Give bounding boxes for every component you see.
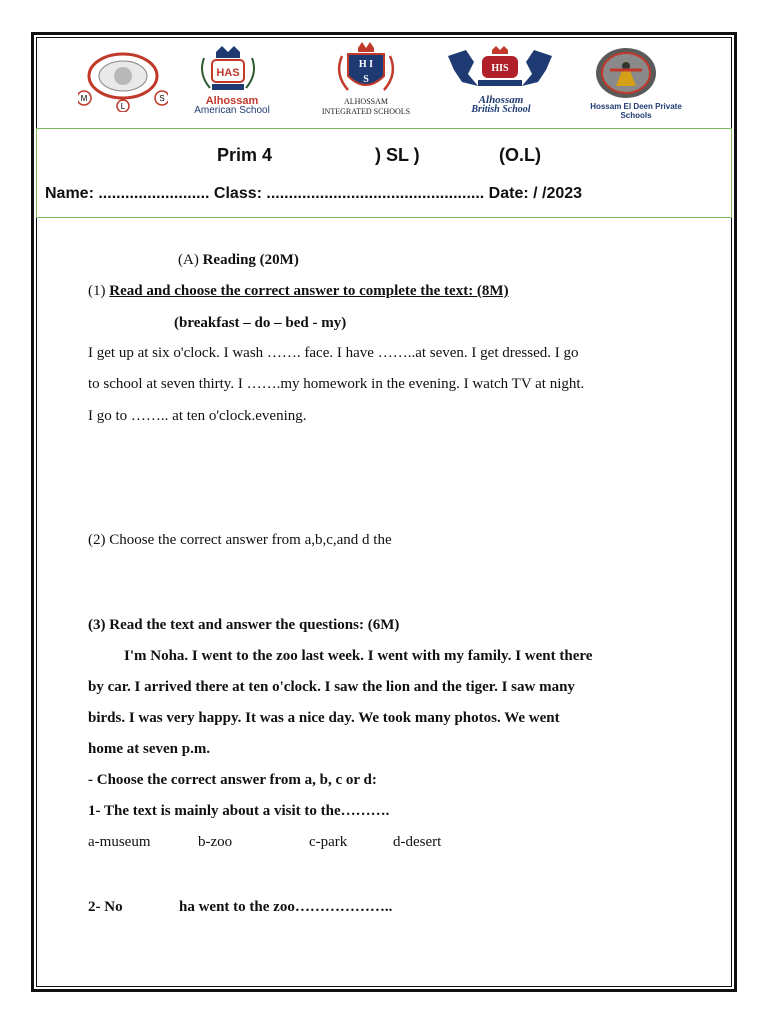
british-school-name: [456, 95, 546, 115]
mls-letter-l: L: [120, 102, 126, 111]
hossam-el-deen-logo: [594, 46, 658, 100]
integrated-schools-logo: [328, 42, 404, 96]
section-a-title: [178, 252, 299, 269]
q1-instruction-text: Read and choose the correct answer to complete the text: (8M): [109, 283, 509, 299]
q3-title: (3) Read the text and answer the questions: (6M): [88, 617, 400, 633]
section-a-heading: Reading (20M): [202, 252, 299, 268]
exam-header: [36, 128, 732, 218]
q1-number: (1): [88, 283, 106, 299]
has-name-line1: Alhossam: [205, 95, 259, 107]
has-badge-text: HAS: [216, 67, 240, 79]
integrated-name-line2: INTEGRATED SCHOOLS: [321, 107, 411, 116]
q3-option-c: c-park: [309, 834, 348, 850]
q3-question-2-part-2: ha went to the zoo………………..: [179, 899, 393, 915]
name-class-date-line: Name: ......................... Class: ................................................. Date: / /2023: [45, 185, 583, 202]
hossam-name-line2: Schools: [620, 111, 652, 120]
mls-letter-s: S: [159, 94, 165, 103]
hossam-name-line1: Hossam El Deen Private: [590, 102, 682, 111]
q1-text-line-1: I get up at six o'clock. I wash ……. face. I have ……..at seven. I get dressed. I go: [88, 345, 579, 361]
q3-passage-line-2: by car. I arrived there at ten o'clock. I saw the lion and the tiger. I saw many: [88, 679, 575, 695]
has-school-name: [176, 96, 288, 116]
q3-passage-line-4: home at seven p.m.: [88, 741, 211, 757]
mls-logo: [78, 50, 168, 112]
integrated-school-name: [296, 97, 436, 117]
british-badge-text: HIS: [491, 63, 509, 74]
q1-text-line-3: I go to …….. at ten o'clock.evening.: [88, 408, 307, 424]
mls-letter-m: M: [80, 94, 88, 103]
q3-passage-line-1: I'm Noha. I went to the zoo last week. I went with my family. I went there: [124, 648, 593, 664]
q3-option-a: a-museum: [88, 834, 151, 850]
q3-passage-line-3: birds. I was very happy. It was a nice day. We took many photos. We went: [88, 710, 560, 726]
q3-question-1: 1- The text is mainly about a visit to the……….: [88, 803, 390, 819]
q3-question-2-part-1: 2- No: [88, 899, 123, 915]
subject-sl: ) SL ): [375, 145, 420, 165]
integrated-badge-bottom: S: [363, 74, 369, 85]
section-a-prefix: (A): [178, 252, 199, 268]
q1-text-line-2: to school at seven thirty. I …….my homework in the evening. I watch TV at night.: [88, 376, 585, 392]
school-logos: [38, 40, 730, 128]
q2-instruction: (2) Choose the correct answer from a,b,c,and d the: [88, 532, 392, 548]
integrated-badge-top: H I: [358, 59, 374, 70]
has-logo: [190, 44, 266, 94]
british-school-logo: [444, 46, 556, 94]
hossam-school-name: [570, 102, 702, 120]
q1-word-bank: (breakfast – do – bed - my): [174, 315, 347, 331]
q3-option-b: b-zoo: [198, 834, 233, 850]
has-name-line2: American School: [194, 105, 270, 116]
q1-instruction: [88, 283, 509, 300]
integrated-name-line1: ALHOSSAM: [343, 97, 388, 106]
british-name-line1: Alhossam: [478, 94, 524, 106]
level-ol: (O.L): [499, 145, 541, 165]
q3-option-d: d-desert: [393, 834, 442, 850]
grade-label: Prim 4: [217, 145, 273, 165]
q3-choose-instruction: - Choose the correct answer from a, b, c or d:: [88, 772, 377, 788]
british-name-line2: British School: [471, 104, 531, 115]
